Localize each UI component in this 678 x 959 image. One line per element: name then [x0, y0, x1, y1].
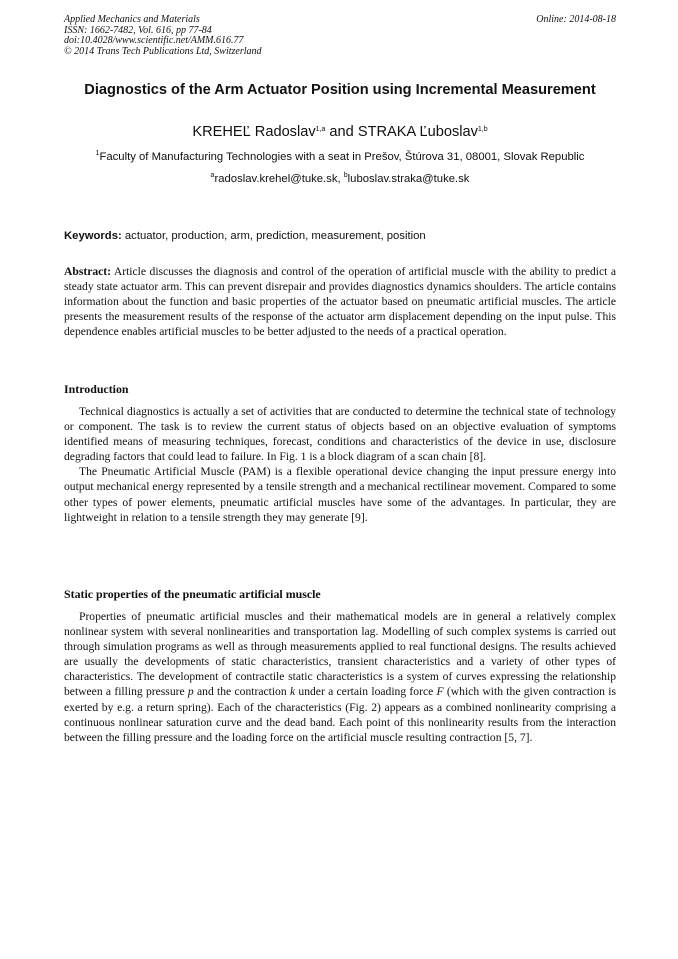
static-paragraph-1 [64, 609, 616, 745]
keywords-label: Keywords: [64, 230, 122, 242]
abstract [64, 264, 616, 339]
keywords [64, 229, 616, 243]
email-a-sup: a [210, 172, 215, 179]
introduction-paragraph-1: Technical diagnostics is actually a set of activities that are conducted to determine the technical state of technology or component. The task is to review the current status of objects based on an objective evaluation of symptoms identified means of measuring techniques, forecast, conditions and characteristics of the device in use, disclosure degrading factors that could lead to failure. In Fig. 1 is a block diagram of a scan chain [8]. [64, 405, 616, 464]
introduction-heading: Introduction [64, 382, 129, 396]
authors-and: and [325, 124, 358, 140]
abstract-label: Abstract: [64, 265, 112, 278]
affiliation-sup: 1 [95, 150, 100, 157]
static-text-c: under a certain loading force [295, 685, 437, 699]
email-b-sup: b [343, 172, 348, 179]
author-2-sup: 1,b [477, 126, 488, 133]
keywords-text: actuator, production, arm, prediction, measurement, position [121, 230, 426, 242]
introduction-paragraph-2: The Pneumatic Artificial Muscle (PAM) is a flexible operational device changing the input pressure energy into output mechanical energy represented by a tensile strength and a mechanical rectilinear movement. Compared to some other types of power elements, pneumatic artificial muscles have some of the advantages. In particular, they are lightweight in relation to a tensile strength they may generate [9]. [64, 465, 616, 524]
doi: doi:10.4028/www.scientific.net/AMM.616.77 [64, 35, 244, 46]
affiliation-text: Faculty of Manufacturing Technologies with a seat in Prešov, Štúrova 31, 08001, Slovak Republic [99, 151, 585, 163]
static-text-d: (which with the given contraction is exerted by e.g. a return spring). Each of the characteristics (Fig. 2) appears as a combined nonlinearity comprising a continuous nonlinear saturation curve and the dead band. Each point of this nonlinearity results from the interaction between the filling pressure and the loading force on the artificial muscle resulting contraction [5, 7]. [64, 685, 616, 744]
static-text-a: Properties of pneumatic artificial muscles and their mathematical models are in general a relatively complex nonlinear system with several nonlinearities and transportation lag. Modelling of such complex systems is carried out through simulation programs as well as through measurements applied to real functional designs. The results achieved are usually the developments of static characteristics, transient characteristics and a variety of other types of characteristics. The development of contractile static characteristics is a system of curves expressing the relationship between a filling pressure [64, 610, 616, 699]
journal-name: Applied Mechanics and Materials [64, 14, 200, 25]
online-date: Online: 2014-08-18 [536, 14, 616, 25]
var-k: k [289, 685, 296, 699]
issn: ISSN: 1662-7482, Vol. 616, pp 77-84 [64, 24, 212, 36]
static-properties-heading: Static properties of the pneumatic artificial muscle [64, 587, 321, 601]
journal-meta [64, 15, 616, 57]
authors [64, 124, 616, 141]
introduction-body [64, 404, 616, 525]
email-separator: , [337, 173, 344, 185]
static-text-b: and the contraction [193, 685, 290, 699]
author-2: STRAKA Ľuboslav [357, 124, 478, 140]
email-a[interactable]: radoslav.krehel@tuke.sk [214, 173, 338, 185]
author-1-sup: 1,a [315, 126, 326, 133]
var-p: p [187, 685, 194, 699]
abstract-text: Article discusses the diagnosis and control of the operation of artificial muscle with the ability to predict a steady state actuator arm. This can prevent disrepair and provides diagnostics dynamics shoulders. The article contains information about the function and basic properties of the actuator based on pneumatic artificial muscles. The article presents the measurement results of the response of the actuator arm displacement depending on the input pulse. This dependence enables artificial muscles to be better adjusted to the needs of a practical operation. [64, 265, 616, 339]
paper-title: Diagnostics of the Arm Actuator Position using Incremental Measurement [84, 82, 596, 98]
copyright: © 2014 Trans Tech Publications Ltd, Switzerland [64, 45, 262, 57]
static-properties-body [64, 609, 616, 745]
var-F: F [436, 685, 444, 699]
emails [64, 172, 616, 186]
email-b[interactable]: luboslav.straka@tuke.sk [347, 173, 470, 185]
author-1: KREHEĽ Radoslav [192, 124, 316, 140]
affiliation [64, 150, 616, 164]
